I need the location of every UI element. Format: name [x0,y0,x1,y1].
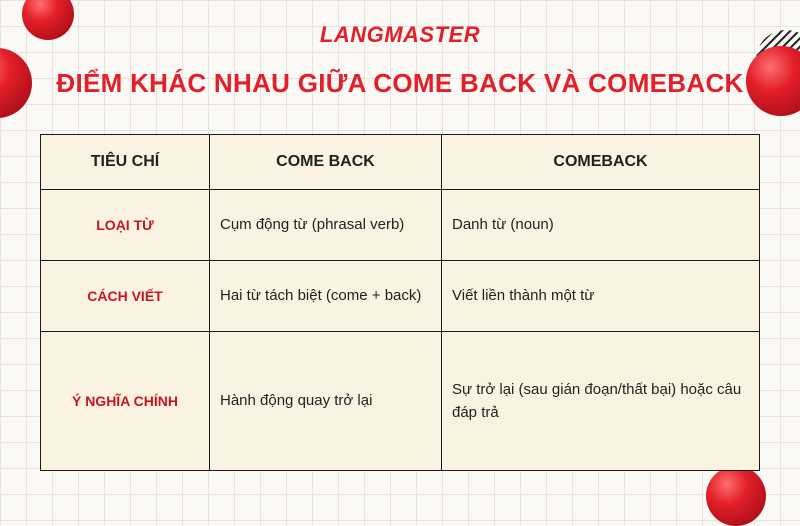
table-row [41,260,760,331]
criterion-cell: Ý NGHĨA CHÍNH [41,331,210,470]
criterion-cell: LOẠI TỪ [41,190,210,261]
decorative-ball [706,466,766,526]
criterion-cell: CÁCH VIẾT [41,260,210,331]
table-row [41,331,760,470]
table-row [41,190,760,261]
header-comeback: COMEBACK [442,135,760,190]
comeback-cell: Sự trở lại (sau gián đoạn/thất bại) hoặc câu đáp trả [442,331,760,470]
comeback-cell: Viết liền thành một từ [442,260,760,331]
brand-logo: LANGMASTER [319,22,481,47]
page-title: ĐIỂM KHÁC NHAU GIỮA COME BACK VÀ COMEBACK [56,68,744,98]
comeback-cell: Danh từ (noun) [442,190,760,261]
header-criterion: TIÊU CHÍ [41,135,210,190]
table-header-row [41,135,760,190]
comparison-table [40,134,760,471]
come-back-cell: Hành động quay trở lại [210,331,442,470]
come-back-cell: Hai từ tách biệt (come + back) [210,260,442,331]
header-come-back: COME BACK [210,135,442,190]
come-back-cell: Cụm động từ (phrasal verb) [210,190,442,261]
